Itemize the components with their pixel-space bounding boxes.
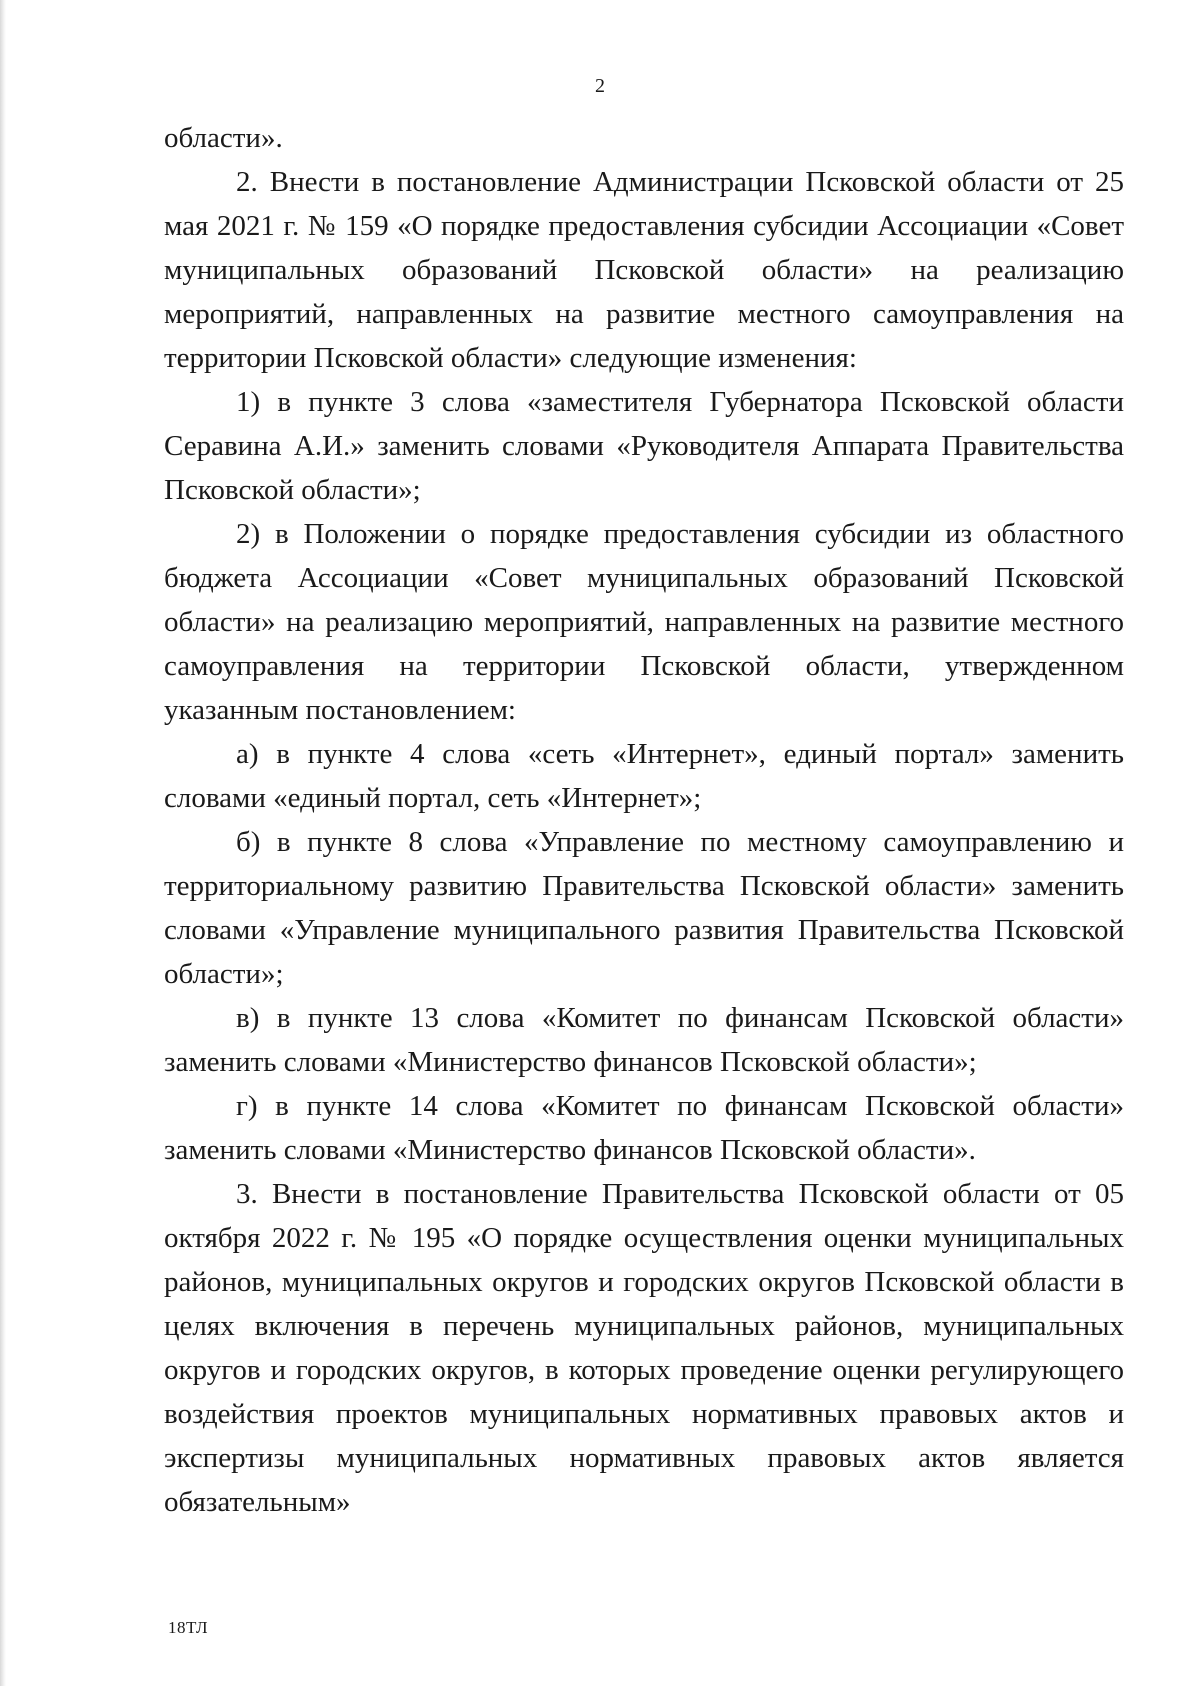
paragraph-subitem-v: в) в пункте 13 слова «Комитет по финансам Псковской области» заменить словами «Министерство финансов Псковской области»; [164,1002,1124,1078]
scan-edge [0,0,6,1686]
page-number: 2 [595,75,605,97]
paragraph-item-3: 3. Внести в постановление Правительства Псковской области от 05 октября 2022 г. № 195 «О порядке осуществления оценки муниципальных районов, муниципальных округов и городских округов Псковской области в целях включения в перечень муниципальных районов, муниципальных округов и городских округов, в которых проведение оценки регулирующего воздействия проектов муниципальных нормативных правовых актов и экспертизы муниципальных нормативных правовых актов является обязательным» [164,1178,1124,1518]
paragraph-subitem-2: 2) в Положении о порядке предоставления субсидии из областного бюджета Ассоциации «Совет муниципальных образований Псковской области» на реализацию мероприятий, направленных на развитие местного самоуправления на территории Псковской области, утвержденном указанным постановлением: [164,518,1124,726]
paragraph-subitem-a: а) в пункте 4 слова «сеть «Интернет», единый портал» заменить словами «единый портал, сеть «Интернет»; [164,738,1124,814]
paragraph-subitem-g: г) в пункте 14 слова «Комитет по финансам Псковской области» заменить словами «Министерство финансов Псковской области». [164,1090,1124,1166]
paragraph-continuation: области». [164,122,283,154]
paragraph-subitem-1: 1) в пункте 3 слова «заместителя Губернатора Псковской области Серавина А.И.» заменить словами «Руководителя Аппарата Правительства Псковской области»; [164,386,1124,506]
paragraph-subitem-b: б) в пункте 8 слова «Управление по местному самоуправлению и территориальному развитию Правительства Псковской области» заменить словами «Управление муниципального развития Правительства Псковской области»; [164,826,1124,990]
document-body [164,116,1124,1524]
paragraph-item-2: 2. Внести в постановление Администрации Псковской области от 25 мая 2021 г. № 159 «О порядке предоставления субсидии Ассоциации «Совет муниципальных образований Псковской области» на реализацию мероприятий, направленных на развитие местного самоуправления на территории Псковской области» следующие изменения: [164,166,1124,374]
footer-code: 18ТЛ [168,1618,209,1637]
